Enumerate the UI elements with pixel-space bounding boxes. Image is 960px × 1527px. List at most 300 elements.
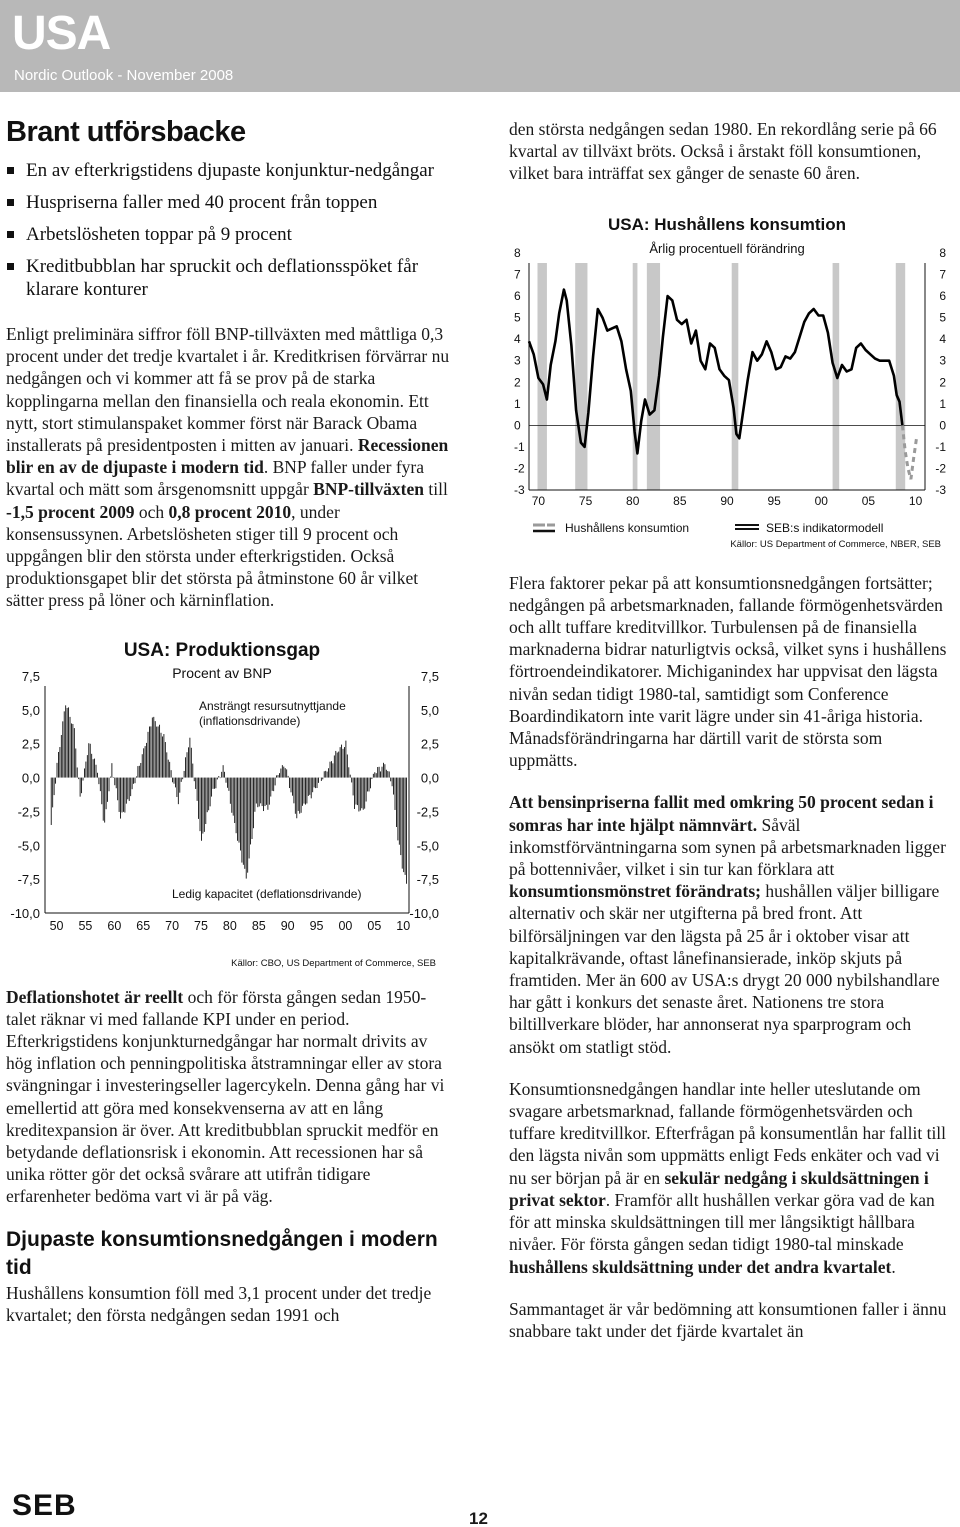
gap-bar <box>335 751 336 778</box>
gap-bar <box>273 777 274 791</box>
gap-bar <box>136 776 137 777</box>
gap-bar <box>201 777 202 840</box>
gap-bar <box>259 777 260 806</box>
gap-bar <box>126 777 127 803</box>
x-tick-label: 90 <box>720 493 734 508</box>
gap-bar <box>185 757 186 777</box>
text-run: Konsumtionsnedgången handlar inte heller uteslutande om svagare arbetsmarknad, fallande förmögenhetsvärden och tuffare kreditvillkor. Efterfrågan på konsumentlån har fallit till den lägsta nivån som uppmätts enligt Feds enkäter och vad vi nu ser början på är en <box>509 1078 947 1188</box>
gap-bar <box>361 777 362 808</box>
gap-bar <box>377 767 378 778</box>
gap-bar <box>311 777 312 798</box>
gap-bar <box>72 724 73 778</box>
gap-bar <box>119 777 120 811</box>
x-tick-label: 75 <box>578 493 593 508</box>
y-tick-label-left: 3 <box>514 353 521 368</box>
paragraph-gasoline <box>509 791 955 1057</box>
y-tick-label-left: -2 <box>514 461 525 476</box>
gap-bar <box>256 777 257 803</box>
report-subtitle: Nordic Outlook - November 2008 <box>14 67 234 84</box>
gap-bar <box>340 747 341 777</box>
gap-bar <box>382 766 383 777</box>
gap-bar <box>159 724 160 777</box>
gap-bar <box>129 777 130 800</box>
x-tick-label: 85 <box>673 493 687 508</box>
gap-bar <box>396 777 397 826</box>
y-tick-label-left: -5,0 <box>17 837 40 853</box>
logo-text: SEB <box>12 1489 77 1519</box>
gap-bar <box>98 777 99 784</box>
gap-bar <box>402 777 403 868</box>
page-number: 12 <box>469 1509 488 1527</box>
gap-bar <box>293 777 294 803</box>
gap-bar <box>202 777 203 833</box>
gap-bar <box>74 728 75 777</box>
gap-bar <box>314 777 315 787</box>
gap-bar <box>217 777 218 779</box>
gap-bar <box>376 773 377 777</box>
gap-bar <box>373 773 374 777</box>
chart-title: USA: Produktionsgap <box>123 639 321 661</box>
gap-bar <box>210 777 211 806</box>
gap-bar <box>279 773 280 777</box>
gap-bar <box>305 777 306 804</box>
gap-bar <box>228 777 229 790</box>
gap-bar <box>301 777 302 812</box>
y-tick-label-right: -2,5 <box>416 804 439 820</box>
gap-bar <box>70 717 71 778</box>
x-tick-label: 10 <box>908 493 923 508</box>
gap-bar <box>356 777 357 804</box>
gap-bar <box>77 767 78 777</box>
gap-bar <box>289 777 290 787</box>
gap-bar <box>308 777 309 795</box>
gap-bar <box>332 763 333 777</box>
gap-bar <box>397 777 398 840</box>
bullet-item: Kreditbubblan har spruckit och deflationsspöket får klarare konturer <box>6 255 454 301</box>
gap-bar <box>275 777 276 785</box>
gap-bar <box>55 777 56 783</box>
x-tick-label: 75 <box>194 918 208 933</box>
recession-band <box>575 263 587 490</box>
paragraph-debt <box>509 1078 955 1278</box>
gap-bar <box>182 777 183 779</box>
gap-bar <box>104 777 105 822</box>
output-gap-chart <box>6 628 454 978</box>
x-tick-label: 60 <box>107 918 122 933</box>
gap-bar <box>116 777 117 788</box>
gap-bar <box>309 777 310 794</box>
gap-bar <box>103 777 104 820</box>
y-tick-label-left: 0,0 <box>21 770 40 786</box>
gap-bar <box>322 777 323 779</box>
gap-bar <box>91 753 92 777</box>
gap-bar <box>224 771 225 777</box>
gap-bar <box>117 777 118 800</box>
chart-source: Källor: CBO, US Department of Commerce, SEB <box>231 957 436 969</box>
gap-bar <box>218 776 219 778</box>
gap-bar <box>380 771 381 777</box>
annotation-bottom: Ledig kapacitet (deflationsdrivande) <box>172 886 362 901</box>
text-run-bold: Recessionen blir en av de djupaste i modern tid <box>6 435 449 478</box>
gap-bar <box>140 763 141 778</box>
gap-bar <box>94 758 95 777</box>
text-run: till <box>423 479 448 500</box>
y-tick-label-left: -2,5 <box>17 804 40 820</box>
text-run-bold: 0,8 procent 2010 <box>168 501 292 522</box>
gap-bar <box>221 772 222 778</box>
gap-bar <box>272 777 273 790</box>
annotation-top: (inflationsdrivande) <box>199 713 301 728</box>
summary-bullets <box>6 159 454 301</box>
y-tick-label-right: 5,0 <box>420 702 439 718</box>
gap-bar <box>344 747 345 778</box>
x-tick-label: 50 <box>49 918 64 933</box>
x-tick-label: 10 <box>396 918 411 933</box>
gap-bar <box>198 777 199 818</box>
y-tick-label-right: 7,5 <box>420 668 439 684</box>
gap-bar <box>236 777 237 833</box>
gap-bar <box>386 769 387 777</box>
gap-bar <box>54 777 55 795</box>
y-tick-label-left: -1 <box>514 439 525 454</box>
gap-bar <box>200 777 201 831</box>
y-tick-label-right: 0 <box>939 417 946 432</box>
gap-bar <box>270 777 271 796</box>
gap-bar <box>390 777 391 781</box>
gap-bar <box>328 768 329 777</box>
bullet-item: Arbetslösheten toppar på 9 procent <box>6 223 454 246</box>
gap-bar <box>244 777 245 868</box>
left-column <box>6 116 454 1326</box>
gap-bar <box>169 761 170 777</box>
y-tick-label-right: 2,5 <box>420 736 439 752</box>
chart-source: Källor: US Department of Commerce, NBER, SEB <box>730 538 941 550</box>
legend-label: Hushållens konsumtion <box>565 520 690 535</box>
y-tick-label-left: 7,5 <box>21 668 40 684</box>
y-tick-label-right: -10,0 <box>409 905 439 921</box>
gap-bar <box>124 777 125 812</box>
recession-band <box>896 263 905 490</box>
gap-bar <box>161 732 162 777</box>
gap-bar <box>358 777 359 811</box>
text-run: Såväl inkomstförväntningarna som synen på arbetsmarknaden ligger på bottennivåer, vilket i sin tur kan förklara att <box>509 814 946 880</box>
gap-bar <box>61 735 62 778</box>
gap-bar <box>135 777 136 783</box>
gap-bar <box>252 777 253 838</box>
gap-bar <box>220 777 221 778</box>
gap-bar <box>353 777 354 795</box>
bullet-item: En av efterkrigstidens djupaste konjunktur-nedgångar <box>6 159 454 182</box>
gap-bar <box>197 777 198 800</box>
y-tick-label-right: 7 <box>939 267 946 282</box>
text-run: . Framför allt hushållen verkar göra vad de kan för att minska skuldsättningen till mer långsiktigt hållbara nivåer. För första gången sedan tidigt 1980-tal minskade <box>509 1189 935 1255</box>
y-tick-label-left: 1 <box>514 396 521 411</box>
gap-bar <box>345 740 346 777</box>
text-run: , under konsensussynen. Arbetslösheten stiger till 9 procent och uppgången blir den största under efterkrigstiden. Också produktionsgapet blir det största på åtminstone 60 år vilket sätter press på löner och kärninflation. <box>6 501 419 611</box>
gap-bar <box>150 726 151 777</box>
gap-bar <box>90 743 91 777</box>
text-run: Enligt preliminära siffror föll BNP-tillväxten med måttliga 0,3 procent under det tredje kvartalet i år. Kreditkrisen förvärrar nu nedgången och vi kommer att få se prov på de starka kopplingarna mellan den finansiella och reala ekonomin. Ett nytt, stort stimulanspaket kommer först när Barack Obama installerats på presidentposten i mitten av januari. <box>6 324 450 456</box>
gap-bar <box>327 771 328 777</box>
gap-bar <box>276 775 277 777</box>
gap-bar <box>59 747 60 778</box>
gap-bar <box>114 777 115 785</box>
gap-bar <box>379 766 380 777</box>
section-heading: Djupaste konsumtionsnedgången i modern tid <box>6 1227 438 1279</box>
gap-bar <box>389 771 390 777</box>
y-tick-label-right: -1 <box>935 439 946 454</box>
gap-bar <box>260 777 261 803</box>
gap-bar <box>315 777 316 788</box>
paragraph-factors: Flera faktorer pekar på att konsumtionsnedgången fortsätter; nedgången på arbetsmarknaden, fallande förmögenhetsvärden och allt tuffare kreditvillkor. Turbulensen på de finansiella marknaderna bidrar naturligtvis också, vilket syns i hushållens förtroendeindikatorer. Michiganindex har uppvisat den lägsta nivån sedan tidigt 1980-tal, samtidigt som Conference Boardindikatorn inte varit lägre under sin 41-åriga historia. Månadsförändringarna har därtill varit de största som uppmätts. <box>509 572 947 771</box>
gap-bar <box>262 777 263 805</box>
text-run: och för första gången sedan 1950-talet räknar vi med fallande KPI under en period. Efterkrigstidens konjunkturnedgångar har normalt drivits av hög inflation och penningpolitiska åtstramningar eller av stora svängningar i investeringseller lagercykeln. Denna gång har vi emellertid att göra med konsekvenserna av att en lång kreditexpansion är över. Att kreditbubblan spruckit medför en betydande deflationsrisk i ekonomin. Att recessionen har så unika rötter gör det också svårare att utifrån tidigare erfarenheter bedöma vart vi är på väg. <box>6 986 445 1207</box>
y-tick-label-right: -2 <box>935 461 946 476</box>
gap-bar <box>168 759 169 777</box>
gap-bar <box>68 707 69 777</box>
text-run-bold: hushållens skuldsättning under det andra kvartalet <box>509 1256 892 1277</box>
gap-bar <box>241 777 242 862</box>
gap-bar <box>205 777 206 823</box>
y-tick-label-right: 0,0 <box>420 770 439 786</box>
y-tick-label-left: 0 <box>514 417 521 432</box>
gap-bar <box>230 777 231 803</box>
gap-bar <box>302 777 303 805</box>
gap-bar <box>406 777 407 883</box>
x-tick-label: 95 <box>309 918 324 933</box>
annotation-top: Ansträngt resursutnyttjande <box>199 698 346 713</box>
gap-bar <box>374 772 375 777</box>
gap-bar <box>87 755 88 777</box>
chart-subtitle: Procent av BNP <box>172 664 272 681</box>
gap-bar <box>325 770 326 777</box>
gap-bar <box>324 771 325 777</box>
gap-bar <box>101 777 102 804</box>
gap-bar <box>240 777 241 850</box>
x-tick-label: 95 <box>767 493 781 508</box>
y-tick-label-left: -10,0 <box>10 905 40 921</box>
country-title: USA <box>12 7 111 60</box>
text-run-bold: Deflationshotet är reellt <box>6 986 184 1007</box>
gap-bar <box>278 775 279 778</box>
y-tick-label-left: 4 <box>514 331 521 346</box>
gap-bar <box>100 777 101 791</box>
gap-bar <box>387 771 388 778</box>
y-tick-label-right: 1 <box>939 396 946 411</box>
gap-bar <box>298 777 299 810</box>
gap-bar <box>233 777 234 815</box>
gap-bar <box>237 777 238 840</box>
gap-bar <box>384 764 385 777</box>
gap-bar <box>312 777 313 792</box>
gap-bar <box>93 759 94 777</box>
recession-band <box>732 263 739 490</box>
gap-bar <box>148 731 149 777</box>
gap-bar <box>110 776 111 777</box>
gap-bar <box>184 771 185 778</box>
x-tick-label: 70 <box>531 493 546 508</box>
y-tick-label-right: -3 <box>935 482 946 497</box>
chart-title: USA: Hushållens konsumtion <box>607 214 847 234</box>
gap-bar <box>214 777 215 788</box>
gap-bar <box>405 777 406 874</box>
paragraph-summary: Sammantaget är vår bedömning att konsumtionen faller i ännu snabbare takt under det fjärde kvartalet än <box>509 1298 947 1341</box>
gap-bar <box>52 777 53 807</box>
gap-bar <box>348 767 349 777</box>
gap-bar <box>208 777 209 810</box>
gap-bar <box>292 777 293 795</box>
gap-bar <box>288 776 289 778</box>
gap-bar <box>158 726 159 777</box>
x-tick-label: 80 <box>626 493 640 508</box>
gap-bar <box>96 764 97 777</box>
gap-bar <box>81 777 82 793</box>
gap-bar <box>318 777 319 782</box>
gap-bar <box>331 761 332 777</box>
gap-bar <box>283 766 284 777</box>
gap-bar <box>195 777 196 788</box>
gap-bar <box>341 744 342 777</box>
gap-bar <box>234 777 235 822</box>
gap-bar <box>162 736 163 777</box>
gap-bar <box>106 777 107 809</box>
gap-bar <box>383 762 384 777</box>
gap-bar <box>347 754 348 777</box>
chart-subtitle: Årlig procentuell förändring <box>649 240 805 256</box>
text-run: och <box>134 501 169 522</box>
x-tick-label: 00 <box>338 918 353 933</box>
gap-bar <box>269 777 270 804</box>
gap-bar <box>156 726 157 777</box>
gap-bar <box>176 777 177 796</box>
gap-bar <box>78 777 79 779</box>
gap-bar <box>247 777 248 872</box>
gap-bar <box>155 721 156 777</box>
right-column <box>509 118 955 1342</box>
gap-bar <box>130 777 131 796</box>
gap-bar <box>280 768 281 777</box>
gap-bar <box>395 777 396 809</box>
gap-bar <box>166 752 167 777</box>
x-tick-label: 65 <box>136 918 151 933</box>
gap-bar <box>239 777 240 842</box>
recession-band <box>633 263 638 490</box>
gap-bar <box>107 777 108 801</box>
x-tick-label: 90 <box>280 918 295 933</box>
gap-bar <box>263 777 264 810</box>
gap-bar <box>83 777 84 780</box>
gap-bar <box>85 761 86 777</box>
gap-bar <box>120 777 121 818</box>
gap-bar <box>257 777 258 807</box>
gap-bar <box>213 777 214 788</box>
gap-bar <box>109 777 110 791</box>
gap-bar <box>67 708 68 778</box>
gap-bar <box>360 777 361 810</box>
gap-bar <box>211 777 212 796</box>
gap-bar <box>399 777 400 844</box>
gap-bar <box>181 777 182 781</box>
gap-bar <box>163 734 164 778</box>
gap-bar <box>282 765 283 777</box>
gap-bar <box>243 777 244 864</box>
text-run-bold: Att bensinpriserna fallit med omkring 50 procent sedan i somras har inte hjälpt nämnvärt. <box>509 792 934 835</box>
text-run-bold: konsumtionsmönstret förändrats; <box>509 881 761 902</box>
gap-bar <box>64 711 65 777</box>
gap-bar <box>351 777 352 782</box>
gap-bar <box>62 721 63 777</box>
article-title: Brant utförsbacke <box>6 116 246 148</box>
gap-bar <box>153 717 154 778</box>
gap-bar <box>75 748 76 777</box>
gap-bar <box>285 768 286 777</box>
y-tick-label-left: 2,5 <box>21 736 40 752</box>
y-tick-label-left: 8 <box>514 245 521 260</box>
gap-bar <box>192 763 193 777</box>
y-tick-label-right: 5 <box>939 310 946 325</box>
gap-bar <box>370 777 371 788</box>
gap-bar <box>231 777 232 812</box>
gap-bar <box>188 747 189 777</box>
gap-bar <box>366 777 367 801</box>
gap-bar <box>97 772 98 777</box>
y-tick-label-right: 4 <box>939 331 946 346</box>
gap-bar <box>152 717 153 777</box>
gap-bar <box>364 777 365 808</box>
y-tick-label-right: -5,0 <box>416 837 439 853</box>
text-run: . BNP faller under fyra kvartal och mätt som årsgenomsnitt uppgår <box>6 457 425 500</box>
gap-bar <box>321 777 322 780</box>
gap-bar <box>133 777 134 783</box>
gap-bar <box>249 777 250 858</box>
gap-bar <box>295 777 296 813</box>
gap-bar <box>363 777 364 809</box>
gap-bar <box>226 777 227 782</box>
paragraph-intro <box>6 323 454 612</box>
gap-bar <box>254 777 255 811</box>
paragraph-continued: den största nedgången sedan 1980. En rekordlång serie på 66 kvartal av tillväxt bröts. Också i årstakt föll konsumtionen, vilket bara inträffat sex gånger de senaste 60 åren. <box>509 119 937 184</box>
y-tick-label-right: 8 <box>939 245 946 260</box>
y-tick-label-left: 6 <box>514 288 521 303</box>
gap-bar <box>139 765 140 777</box>
gap-bar <box>142 754 143 777</box>
text-run: . <box>891 1256 896 1277</box>
gap-bar <box>337 752 338 777</box>
consumption-chart <box>509 207 955 562</box>
gap-bar <box>299 777 300 813</box>
gap-bar <box>204 777 205 831</box>
gap-bar <box>51 777 52 824</box>
gap-bar <box>369 777 370 791</box>
gap-bar <box>191 747 192 777</box>
y-tick-label-right: 2 <box>939 374 946 389</box>
text-run-bold: -1,5 procent 2009 <box>6 501 135 522</box>
gap-bar <box>250 777 251 844</box>
gap-bar <box>149 726 150 777</box>
gap-bar <box>291 777 292 792</box>
gap-bar <box>317 777 318 787</box>
gap-bar <box>171 770 172 777</box>
y-tick-label-left: 7 <box>514 267 521 282</box>
paragraph-deflation <box>6 986 454 1208</box>
seb-logo <box>12 1489 94 1519</box>
bullet-item: Huspriserna faller med 40 procent från toppen <box>6 191 454 214</box>
gap-bar <box>400 777 401 855</box>
y-tick-label-right: -7,5 <box>416 871 439 887</box>
y-tick-label-left: -7,5 <box>17 871 40 887</box>
gap-bar <box>165 742 166 778</box>
gap-bar <box>194 777 195 781</box>
